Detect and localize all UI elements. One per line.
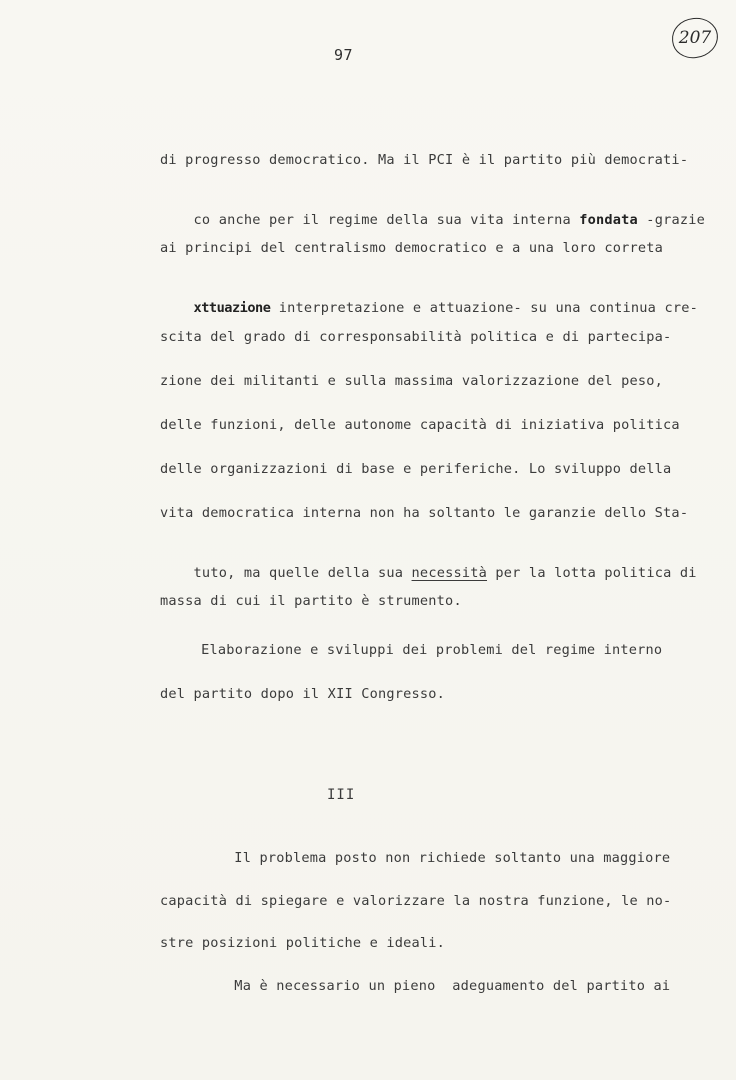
archive-number: 207 bbox=[678, 28, 712, 48]
text-line: delle funzioni, delle autonome capacità di iniziativa politica bbox=[160, 417, 680, 433]
struck-out-word: xttuazione bbox=[193, 300, 271, 316]
text-line: scita del grado di corresponsabilità politica e di partecipa- bbox=[160, 329, 672, 345]
text-line: zione dei militanti e sulla massima valorizzazione del peso, bbox=[160, 373, 664, 389]
text-line: del partito dopo il XII Congresso. bbox=[160, 686, 446, 702]
text-line: Ma è necessario un pieno adeguamento del partito ai bbox=[184, 978, 671, 994]
section-heading: III bbox=[327, 787, 356, 803]
text-line: capacità di spiegare e valorizzare la nostra funzione, le no- bbox=[160, 893, 672, 909]
text-line: delle organizzazioni di base e periferiche. Lo sviluppo della bbox=[160, 461, 672, 477]
text-line: Elaborazione e sviluppi dei problemi del regime interno bbox=[176, 642, 663, 658]
text-line: stre posizioni politiche e ideali. bbox=[160, 935, 446, 951]
text-line bbox=[160, 549, 697, 597]
text-span: tuto, ma quelle della sua bbox=[193, 565, 412, 581]
text-span: co anche per il regime della sua vita interna bbox=[193, 212, 580, 228]
text-span: per la lotta politica di bbox=[487, 565, 697, 581]
text-line: di progresso democratico. Ma il PCI è il partito più democrati- bbox=[160, 152, 689, 168]
underlined-word: necessità bbox=[411, 565, 488, 581]
text-line: massa di cui il partito è strumento. bbox=[160, 593, 462, 609]
bold-word: fondata bbox=[579, 212, 638, 228]
archive-number-stamp bbox=[672, 18, 718, 58]
text-line: Il problema posto non richiede soltanto una maggiore bbox=[184, 850, 671, 866]
text-span: -grazie bbox=[637, 212, 705, 228]
text-line bbox=[160, 196, 705, 244]
text-span: interpretazione e attuazione- su una continua cre- bbox=[270, 300, 698, 316]
text-line bbox=[160, 284, 698, 332]
text-line: ai principi del centralismo democratico e a una loro correta bbox=[160, 240, 664, 256]
text-line: vita democratica interna non ha soltanto le garanzie dello Sta- bbox=[160, 505, 689, 521]
page-number: 97 bbox=[334, 46, 354, 64]
